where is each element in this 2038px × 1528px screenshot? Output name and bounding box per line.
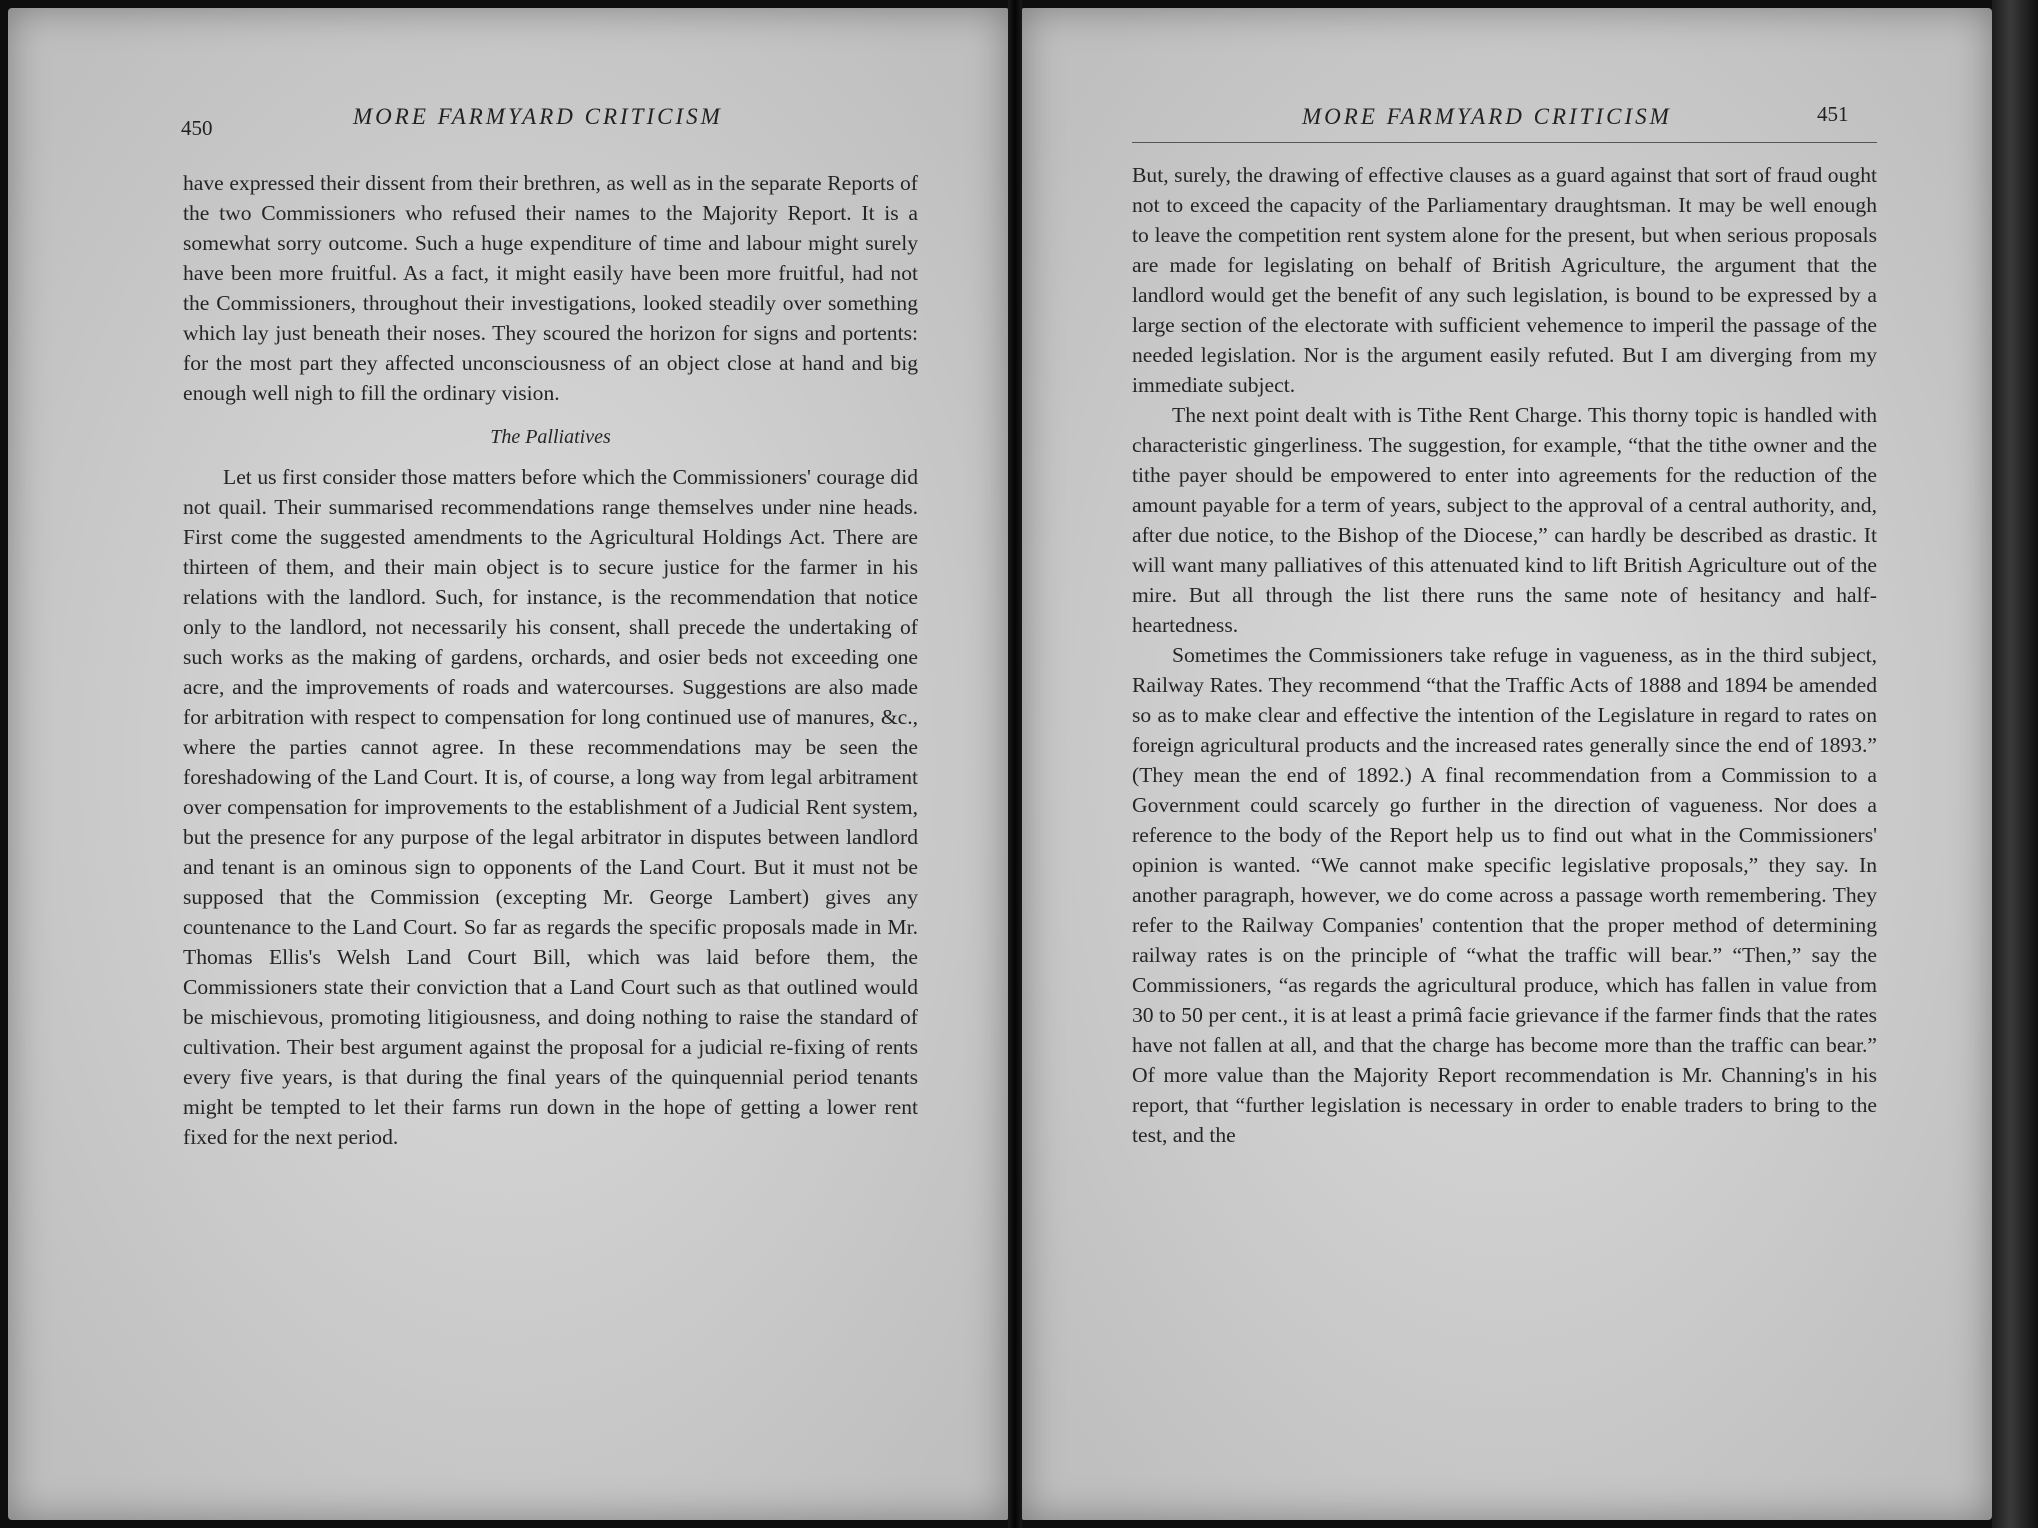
paragraph: But, surely, the drawing of effective clauses as a guard against that sort of fraud ought not to exceed the capacity of the Parliamentary draughtsman. It may be well enough to leave the competition rent system alone for the present, but when serious proposals are made for legislating on behalf of British Agriculture, the argument that the landlord would get the benefit of any such legislation, is bound to be expressed by a large section of the electorate with sufficient vehemence to imperil the passage of the needed legislation. Nor is the argument easily refuted. But I am diverging from my immediate subject. [1132,163,1877,397]
header-rule [1132,142,1877,143]
book-gutter [1008,0,1022,1528]
running-head: MORE FARMYARD CRITICISM [1302,104,1672,129]
paragraph: Let us first consider those matters before which the Commissioners' courage did not quail. Their summarised recommendations range themselves under nine heads. First come the suggested amendments to the Agricultural Holdings Act. There are thirteen of them, and their main object is to secure justice for the farmer in his relations with the landlord. Such, for instance, is the recommendation that notice only to the landlord, not necessarily his consent, shall precede the undertaking of such works as the making of gardens, orchards, and osier beds not exceeding one acre, and the improvements of roads and watercourses. Suggestions are also made for arbitration with respect to compensation for long continued use of manures, &c., where the parties cannot agree. In these recommendations may be seen the foreshadowing of the Land Court. It is, of course, a long way from legal arbitrament over compensation for improvements to the establishment of a Judicial Rent system, but the presence for any purpose of the legal arbitrator in disputes between landlord and tenant is an ominous sign to opponents of the Land Court. But it must not be supposed that the Commission (excepting Mr. George Lambert) gives any countenance to the Land Court. So far as regards the specific proposals made in Mr. Thomas Ellis's Welsh Land Court Bill, which was laid before them, the Commissioners state their conviction that a Land Court such as that outlined would be mischievous, promoting litigiousness, and doing nothing to raise the standard of cultivation. Their best argument against the proposal for a judicial re-fixing of rents every five years, is that during the final years of the quinquennial period tenants might be tempted to let their farms run down in the hope of getting a lower rent fixed for the next period. [183,465,918,1149]
left-page [8,8,1008,1520]
page-number: 451 [1817,102,1849,126]
paragraph: Sometimes the Commissioners take refuge in vagueness, as in the third subject, Railway Rates. They recommend “that the Traffic Acts of 1888 and 1894 be amended so as to make clear and effective the intention of the Legislature in regard to rates on foreign agricultural products and the increased rates generally since the end of 1893.” (They mean the end of 1892.) A final recommendation from a Commission to a Government could scarcely go further in the direction of vagueness. Nor does a reference to the body of the Report help us to find out what in the Commissioners' opinion is wanted. “We cannot make specific legislative proposals,” they say. In another paragraph, however, we do come across a passage worth remembering. They refer to the Railway Companies' contention that the proper method of determining railway rates is on the principle of “what the traffic will bear.” “Then,” say the Commissioners, “as regards the agricultural produce, which has fallen in value from 30 to 50 per cent., it is at least a primâ facie grievance if the farmer finds that the rates have not fallen at all, and that the charge has become more than the traffic can bear.” Of more value than the Majority Report recommendation is Mr. Channing's in his report, that “further legislation is necessary in order to enable traders to bring to the test, and the [1132,643,1877,1147]
left-text-column [183,168,918,1152]
right-text-column [1132,160,1877,1150]
section-title: The Palliatives [490,426,611,448]
book-edge [1992,0,2038,1528]
page-number: 450 [181,116,213,140]
right-page [1022,8,1992,1520]
running-head: MORE FARMYARD CRITICISM [353,104,723,129]
paragraph: have expressed their dissent from their brethren, as well as in the separate Reports of the two Commissioners who refused their names to the Majority Report. It is a somewhat sorry outcome. Such a huge expenditure of time and labour might surely have been more fruitful. As a fact, it might easily have been more fruitful, had not the Commissioners, throughout their investigations, looked steadily over something which lay just beneath their noses. They scoured the horizon for signs and portents: for the most part they affected unconsciousness of an object close at hand and big enough well nigh to fill the ordinary vision. [183,171,918,405]
paragraph: The next point dealt with is Tithe Rent Charge. This thorny topic is handled with characteristic gingerliness. The suggestion, for example, “that the tithe owner and the tithe payer should be empowered to enter into agreements for the reduction of the amount payable for a term of years, subject to the approval of a central authority, and, after due notice, to the Bishop of the Diocese,” can hardly be described as drastic. It will want many palliatives of this attenuated kind to lift British Agriculture out of the mire. But all through the list there runs the same note of hesitancy and half-heartedness. [1132,403,1877,637]
